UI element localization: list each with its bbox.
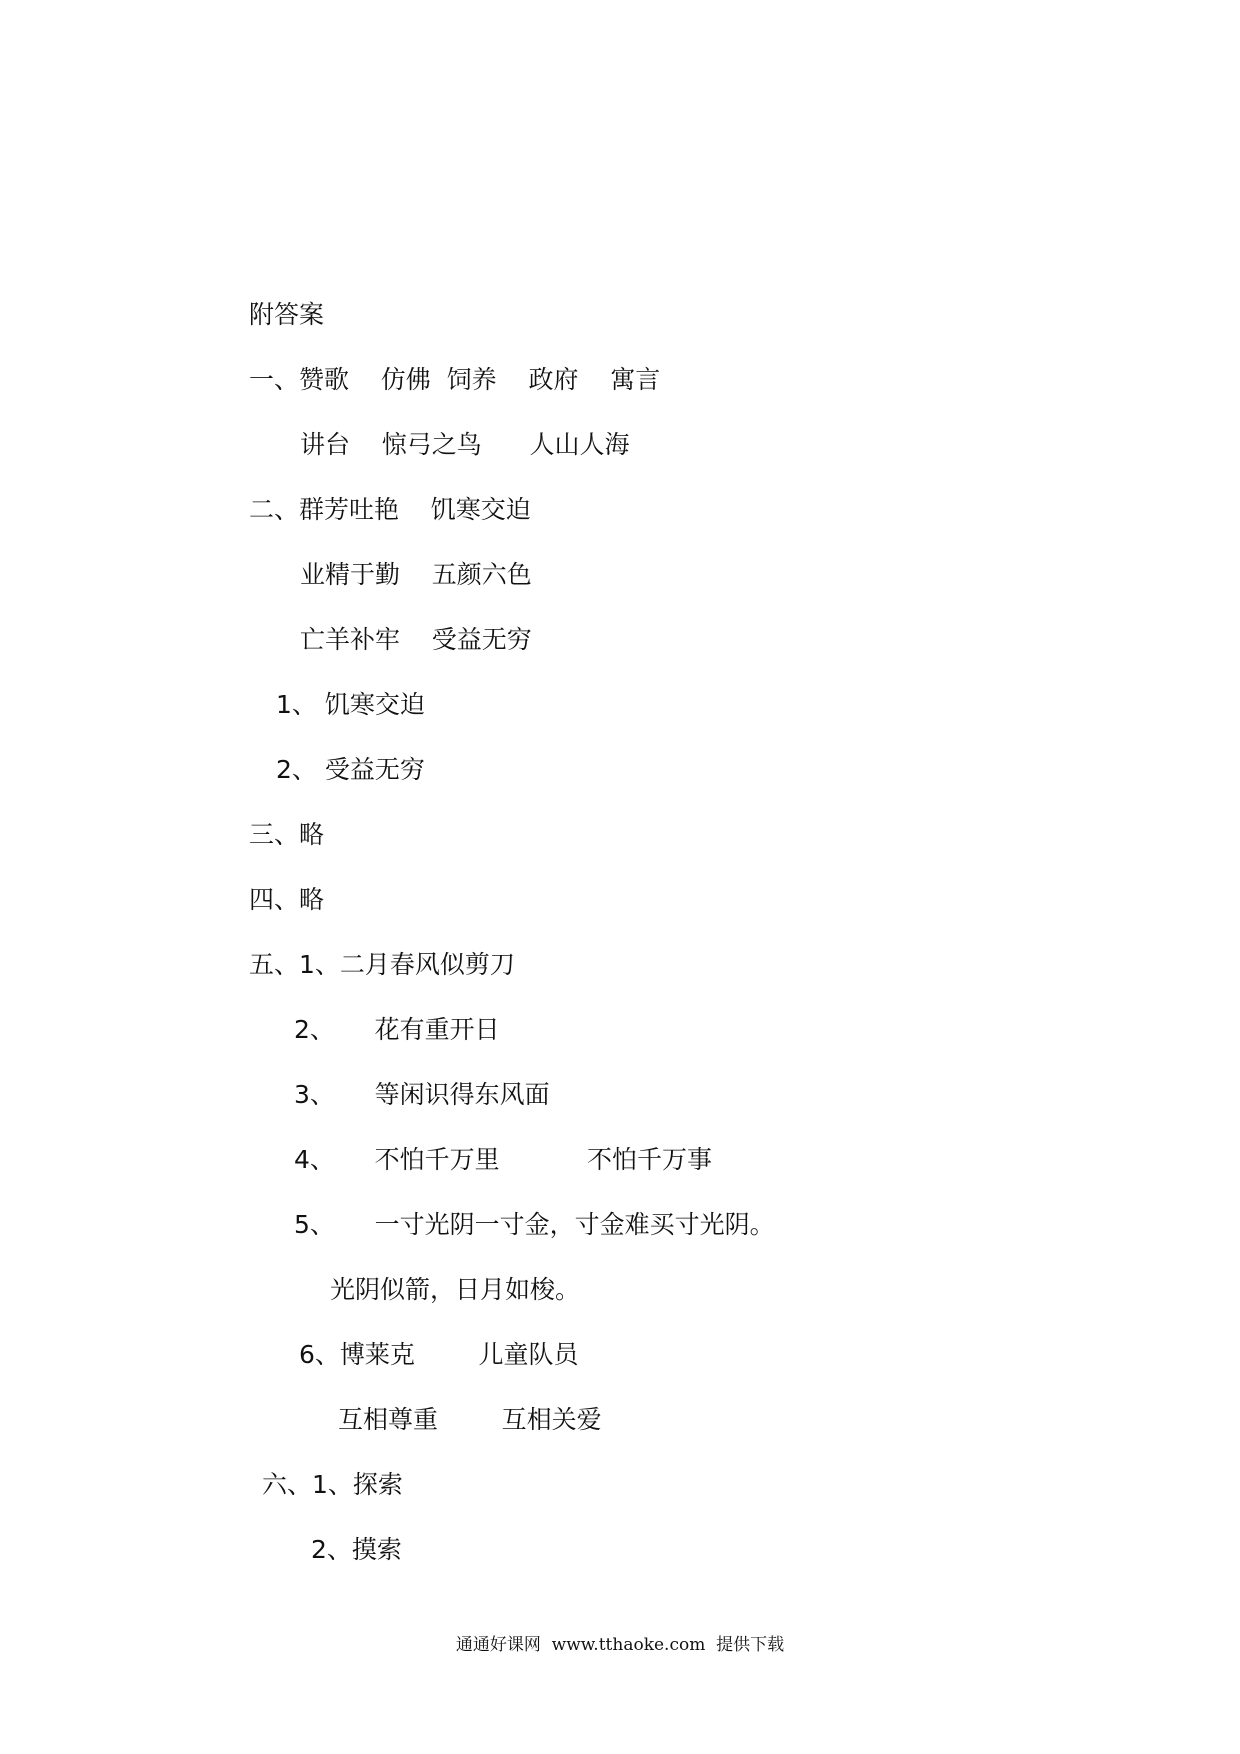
section-4: 四、略 bbox=[249, 885, 325, 914]
section-5-question-6-line-2: 互相尊重 互相关爱 bbox=[338, 1405, 602, 1434]
section-3: 三、略 bbox=[249, 820, 325, 849]
section-5-question-1: 五、1、二月春风似剪刀 bbox=[249, 950, 515, 979]
section-5-question-5-line-2: 光阴似箭，日月如梭。 bbox=[330, 1275, 581, 1304]
section-5-question-6-line-1: 6、博莱克 儿童队员 bbox=[299, 1340, 579, 1369]
section-2-question-2: 2、 受益无穷 bbox=[276, 755, 425, 784]
section-2-line-3: 亡羊补牢 受益无穷 bbox=[300, 625, 532, 654]
answer-title: 附答案 bbox=[249, 300, 325, 329]
section-2-question-1: 1、 饥寒交迫 bbox=[276, 690, 425, 719]
section-5-question-5-line-1: 5、 一寸光阴一寸金，寸金难买寸光阴。 bbox=[294, 1210, 775, 1239]
section-5-question-3: 3、 等闲识得东风面 bbox=[294, 1080, 550, 1109]
section-5-question-4: 4、 不怕千万里 不怕千万事 bbox=[294, 1145, 713, 1174]
page-footer: 通通好课网 www.tthaoke.com 提供下载 bbox=[455, 1635, 785, 1655]
section-5-question-2: 2、 花有重开日 bbox=[294, 1015, 500, 1044]
section-2-line-1: 二、群芳吐艳 饥寒交迫 bbox=[249, 495, 531, 524]
section-6-question-2: 2、摸索 bbox=[311, 1535, 402, 1564]
section-2-line-2: 业精于勤 五颜六色 bbox=[300, 560, 532, 589]
section-1-line-2: 讲台 惊弓之鸟 人山人海 bbox=[300, 430, 630, 459]
section-6-question-1: 六、1、探索 bbox=[262, 1470, 403, 1499]
section-1-line-1: 一、赞歌 仿佛 饲养 政府 寓言 bbox=[249, 365, 661, 394]
